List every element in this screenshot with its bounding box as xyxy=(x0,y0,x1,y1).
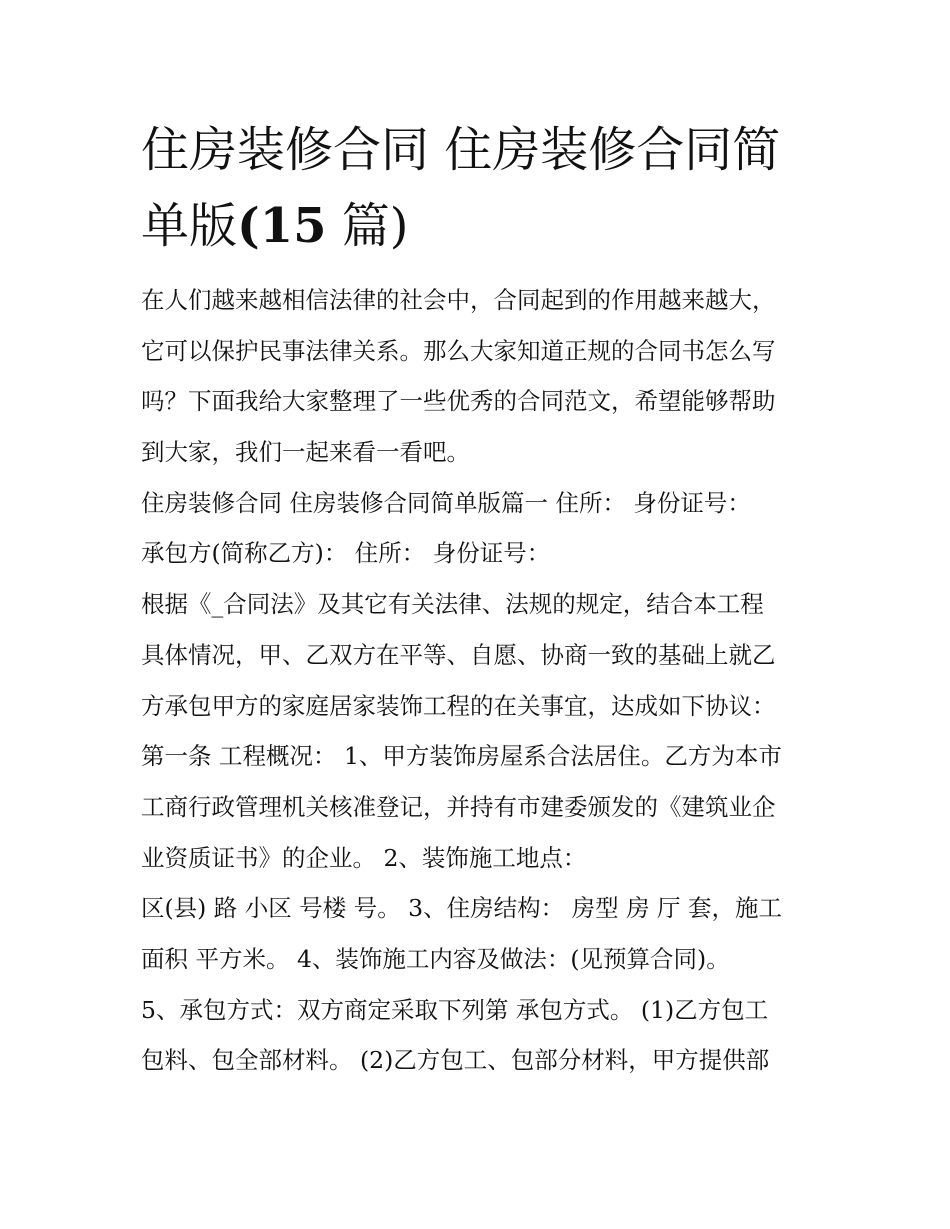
body-line: 具体情况，甲、乙双方在平等、自愿、协商一致的基础上就乙 xyxy=(141,640,776,669)
body-line: 工商行政管理机关核准登记，并持有市建委颁发的《建筑业企 xyxy=(141,792,776,821)
body-line: 面积 平方米。 4、装饰施工内容及做法：(见预算合同)。 xyxy=(141,944,730,973)
title-line-2-suffix: 篇) xyxy=(326,198,409,254)
title-line-2-prefix: 单版 xyxy=(141,198,238,254)
body-line: 承包方(简称乙方)： 住所： 身份证号： xyxy=(141,539,551,568)
body-line: 它可以保护民事法律关系。那么大家知道正规的合同书怎么写 xyxy=(141,336,776,365)
body-line: 吗？下面我给大家整理了一些优秀的合同范文，希望能够帮助 xyxy=(141,387,776,416)
body-line: 住房装修合同 住房装修合同简单版篇一 住所： 身份证号： xyxy=(141,488,751,517)
body-line: 5、承包方式：双方商定采取下列第 承包方式。 (1)乙方包工 xyxy=(141,995,769,1024)
body-line: 在人们越来越相信法律的社会中，合同起到的作用越来越大， xyxy=(141,286,776,314)
body-line: 第一条 工程概况： 1、甲方装饰房屋系合法居住。乙方为本市 xyxy=(141,742,782,771)
document-body xyxy=(141,275,831,1086)
title-line-2-count: (15 xyxy=(237,198,327,254)
body-line: 方承包甲方的家庭居家装饰工程的在关事宜，达成如下协议： xyxy=(141,691,776,720)
title-line-1: 住房装修合同 住房装修合同简 xyxy=(141,122,781,178)
body-line: 根据《_合同法》及其它有关法律、法规的规定，结合本工程 xyxy=(141,590,764,619)
body-line: 区(县) 路 小区 号楼 号。 3、住房结构： 房型 房 厅 套，施工 xyxy=(141,894,783,923)
body-line: 业资质证书》的企业。 2、装饰施工地点： xyxy=(141,843,587,872)
body-line: 到大家，我们一起来看一看吧。 xyxy=(141,438,470,467)
body-line: 包料、包全部材料。 (2)乙方包工、包部分材料，甲方提供部 xyxy=(141,1046,770,1075)
document-title xyxy=(141,112,831,264)
